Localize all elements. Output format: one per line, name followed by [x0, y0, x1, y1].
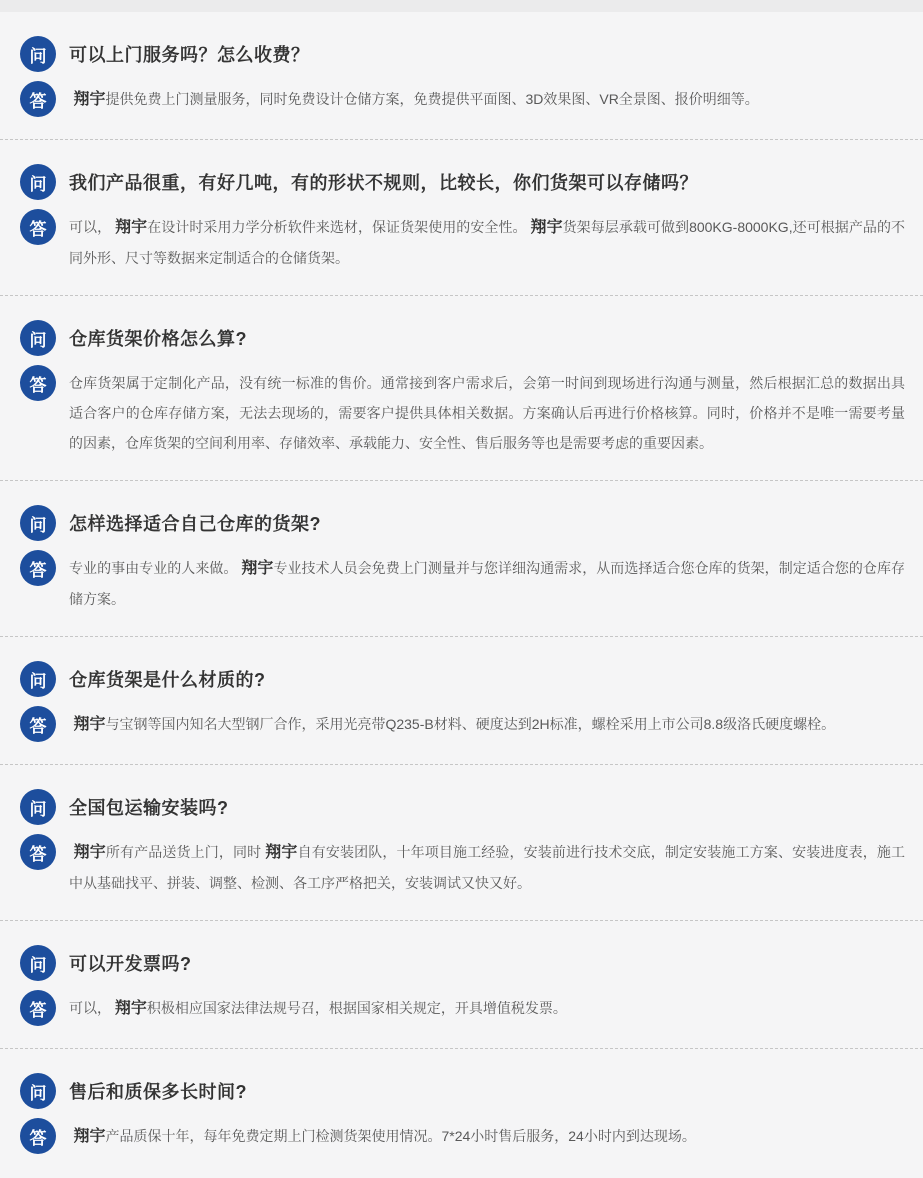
answer-text — [69, 84, 905, 115]
answer-text — [69, 1121, 905, 1152]
answer-segment: 货架每层承载可做到800KG-8000KG,还可根据产品的不同外形、尺寸等数据来定制适合的仓储货架。 — [69, 219, 905, 266]
answer-row — [20, 834, 905, 898]
faq-item — [0, 296, 923, 481]
brand-name: 翔宇 — [69, 844, 106, 861]
brand-name: 翔宇 — [265, 844, 298, 861]
faq-item — [0, 140, 923, 296]
answer-badge-icon: 答 — [20, 1118, 56, 1154]
question-badge-icon: 问 — [20, 320, 56, 356]
faq-item — [0, 481, 923, 637]
answer-segment: 提供免费上门测量服务，同时免费设计仓储方案，免费提供平面图、3D效果图、VR全景图、报价明细等。 — [105, 91, 759, 107]
answer-segment: 自有安装团队，十年项目施工经验，安装前进行技术交底，制定安装施工方案、安装进度表，施工中从基础找平、拼装、调整、检测、各工序严格把关，安装调试又快又好。 — [69, 844, 905, 891]
question-badge-icon: 问 — [20, 505, 56, 541]
question-title: 我们产品很重，有好几吨，有的形状不规则，比较长，你们货架可以存储吗？ — [69, 173, 698, 193]
question-row — [20, 1073, 905, 1109]
question-row — [20, 945, 905, 981]
answer-segment: 与宝钢等国内知名大型钢厂合作，采用光亮带Q235-B材料、硬度达到2H标准，螺栓采用上市公司8.8级洛氏硬度螺栓。 — [105, 716, 836, 732]
question-badge-icon: 问 — [20, 36, 56, 72]
answer-row — [20, 550, 905, 614]
answer-segment: 专业技术人员会免费上门测量并与您详细沟通需求，从而选择适合您仓库的货架，制定适合您的仓库存储方案。 — [69, 560, 905, 607]
question-badge-icon: 问 — [20, 789, 56, 825]
page-top-divider — [0, 0, 923, 12]
answer-row — [20, 81, 905, 117]
faq-item — [0, 637, 923, 765]
answer-text — [69, 368, 905, 458]
question-row — [20, 505, 905, 541]
answer-row — [20, 365, 905, 458]
answer-segment: 积极相应国家法律法规号召，根据国家相关规定，开具增值税发票。 — [146, 1000, 567, 1016]
brand-name: 翔宇 — [69, 716, 106, 733]
question-row — [20, 164, 905, 200]
answer-badge-icon: 答 — [20, 81, 56, 117]
brand-name: 翔宇 — [114, 1000, 147, 1017]
question-row — [20, 36, 905, 72]
answer-badge-icon: 答 — [20, 550, 56, 586]
question-title: 售后和质保多长时间? — [69, 1082, 247, 1102]
question-title: 仓库货架是什么材质的? — [69, 670, 266, 690]
faq-item — [0, 921, 923, 1049]
question-badge-icon: 问 — [20, 945, 56, 981]
answer-segment: 专业的事由专业的人来做。 — [69, 560, 242, 576]
faq-item — [0, 765, 923, 921]
brand-name: 翔宇 — [115, 219, 148, 236]
brand-name: 翔宇 — [530, 219, 563, 236]
answer-text — [69, 553, 905, 614]
question-badge-icon: 问 — [20, 1073, 56, 1109]
question-row — [20, 661, 905, 697]
faq-section — [0, 12, 923, 1176]
answer-badge-icon: 答 — [20, 834, 56, 870]
answer-badge-icon: 答 — [20, 209, 56, 245]
answer-badge-icon: 答 — [20, 365, 56, 401]
brand-name: 翔宇 — [241, 560, 274, 577]
answer-segment: 所有产品送货上门，同时 — [105, 844, 266, 860]
question-title: 可以上门服务吗？怎么收费？ — [69, 45, 310, 65]
answer-row — [20, 990, 905, 1026]
brand-name: 翔宇 — [69, 1128, 106, 1145]
answer-badge-icon: 答 — [20, 990, 56, 1026]
question-title: 仓库货架价格怎么算? — [69, 329, 247, 349]
answer-text — [69, 709, 905, 740]
answer-text — [69, 837, 905, 898]
answer-segment: 产品质保十年，每年免费定期上门检测货架使用情况。7*24小时售后服务，24小时内到达现场。 — [105, 1128, 696, 1144]
answer-text — [69, 993, 905, 1024]
answer-row — [20, 1118, 905, 1154]
question-badge-icon: 问 — [20, 164, 56, 200]
faq-item — [0, 1049, 923, 1176]
question-row — [20, 789, 905, 825]
answer-row — [20, 706, 905, 742]
answer-segment: 可以， — [69, 1000, 115, 1016]
question-title: 全国包运输安装吗? — [69, 798, 229, 818]
question-title: 可以开发票吗? — [69, 954, 192, 974]
question-title: 怎样选择适合自己仓库的货架? — [69, 514, 321, 534]
answer-text — [69, 212, 905, 273]
brand-name: 翔宇 — [69, 91, 106, 108]
answer-row — [20, 209, 905, 273]
answer-segment: 可以， — [69, 219, 116, 235]
question-row — [20, 320, 905, 356]
answer-badge-icon: 答 — [20, 706, 56, 742]
answer-segment: 在设计时采用力学分析软件来选材，保证货架使用的安全性。 — [147, 219, 531, 235]
faq-item — [0, 12, 923, 140]
question-badge-icon: 问 — [20, 661, 56, 697]
answer-segment: 仓库货架属于定制化产品，没有统一标准的售价。通常接到客户需求后，会第一时间到现场进行沟通与测量，然后根据汇总的数据出具适合客户的仓库存储方案，无法去现场的，需要客户提供具体相关数据。方案确认后再进行价格核算。同时，价格并不是唯一需要考量的因素，仓库货架的空间利用率、存储效率、承载能力、安全性、售后服务等也是需要考虑的重要因素。 — [69, 375, 905, 451]
